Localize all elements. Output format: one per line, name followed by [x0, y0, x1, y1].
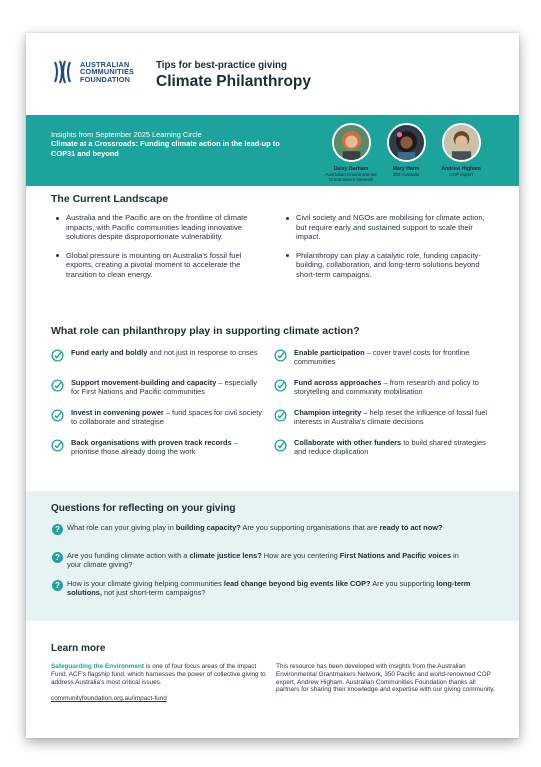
question-text: Are you supporting organisations that are: [240, 523, 380, 532]
check-circle-icon: [51, 439, 64, 452]
roles-title: What role can philanthropy play in supporting climate action?: [51, 325, 360, 337]
acf-logo: [52, 60, 134, 84]
role-text: and not just in response to crises: [147, 348, 258, 357]
list-item: Australia and the Pacific are on the frontline of climate impacts, with Pacific communities leading innovative solutions despite disproportionate vulnerability.: [54, 213, 262, 242]
role-item: [274, 438, 489, 456]
role-item: [51, 378, 266, 396]
role-text: – help reset the influence of fossil fuel interests in Australia's climate decisions: [294, 408, 488, 427]
learn-more-title: Learn more: [51, 643, 106, 654]
check-circle-icon: [274, 409, 287, 422]
role-text: – cover travel costs for frontline communities: [294, 348, 470, 367]
question-icon: ?: [52, 552, 63, 563]
question-item: [52, 523, 472, 532]
question-bold: long-term solutions,: [67, 579, 471, 598]
acf-logo-icon: [52, 60, 74, 84]
speaker-role: 350 Australia: [392, 172, 420, 177]
check-circle-icon: [51, 349, 64, 362]
document-page: [26, 33, 519, 738]
role-bold: Champion integrity: [294, 408, 362, 417]
question-bold: ready to act now?: [379, 523, 443, 532]
avatar: [332, 123, 371, 162]
speaker-andrew: [426, 123, 496, 177]
logo-line-1: AUSTRALIAN: [80, 59, 130, 69]
question-bold: First Nations and Pacific voices: [339, 551, 452, 560]
question-text: What role can your giving play in: [67, 523, 176, 532]
check-circle-icon: [274, 379, 287, 392]
header: [26, 33, 519, 115]
role-text: – fund spaces for civil society to collaborate and strategise: [71, 408, 262, 427]
role-bold: Collaborate with other funders: [294, 438, 402, 447]
role-item: [51, 348, 266, 357]
check-circle-icon: [274, 349, 287, 362]
questions-title: Questions for reflecting on your giving: [51, 503, 236, 514]
speaker-role-2: Grantmakers Network: [328, 177, 374, 183]
question-bold: lead change beyond big events like COP?: [223, 579, 371, 588]
band-heading: Climate at a Crossroads: Funding climate action in the lead-up to COP31 and beyond: [51, 139, 280, 158]
speaker-role: Australian Environmental: [325, 172, 377, 177]
role-item: [274, 348, 489, 366]
question-text: Are you funding climate action with a: [67, 551, 190, 560]
question-item: [52, 551, 472, 570]
role-text: – prioritise those already doing the work: [71, 438, 238, 457]
page-subtitle: Tips for best-practice giving: [156, 60, 288, 71]
role-item: [274, 378, 489, 396]
role-bold: Enable participation: [294, 348, 365, 357]
logo-line-2: COMMUNITIES: [80, 67, 135, 77]
question-bold: building capacity?: [175, 523, 241, 532]
landscape-right-list: [284, 213, 496, 289]
check-circle-icon: [274, 439, 287, 452]
role-bold: Fund early and boldly: [71, 348, 148, 357]
question-text: not just short-term campaigns?: [101, 588, 206, 598]
check-circle-icon: [51, 379, 64, 392]
question-icon: ?: [52, 524, 63, 535]
role-bold: Support movement-building and capacity: [71, 378, 217, 387]
logo-line-3: FOUNDATION: [80, 74, 131, 84]
check-circle-icon: [51, 409, 64, 422]
question-text: How are you centering: [261, 551, 340, 560]
list-item: Global pressure is mounting on Australia's fossil fuel exports, creating a pivotal moment to accelerate the transition to clean energy.: [54, 251, 262, 280]
list-item: Civil society and NGOs are mobilising for climate action, but require early and sustained support to scale their impact.: [284, 213, 496, 242]
role-text: to build shared strategies and reduce duplication: [294, 438, 486, 457]
question-icon: ?: [52, 580, 63, 591]
question-text: Are you supporting: [370, 579, 437, 588]
learn-more-right: This resource has been developed with insights from the Australian Environmental Grantmakers Network, 350 Pacific and world-renowned COP expert, Andrew Higham. Australian Communities Foundation thanks all partners for sharing their knowledge and expertise with our giving community.: [276, 663, 495, 694]
role-item: [274, 408, 489, 426]
question-text: in your climate giving?: [67, 551, 459, 570]
question-text: How is your climate giving helping communities: [67, 579, 224, 588]
speaker-name: Daisy Barham: [333, 166, 369, 172]
impact-fund-link[interactable]: communityfoundation.org.au/impact-fund: [51, 695, 167, 703]
speaker-name: Andrew Higham: [441, 166, 481, 172]
role-item: [51, 408, 266, 426]
avatar: [442, 123, 481, 162]
speaker-name: Mary Harm: [392, 166, 420, 172]
impact-fund-bold: Safeguarding the Environment: [51, 663, 145, 670]
avatar: [387, 123, 426, 162]
role-text: – from research and policy to storytelling and community mobilisation: [294, 378, 479, 397]
question-item: [52, 579, 472, 598]
landscape-left-list: [54, 213, 262, 289]
role-text: – especially for First Nations and Pacific communities: [71, 378, 258, 397]
question-bold: climate justice lens?: [189, 551, 262, 560]
page-title: Climate Philanthropy: [156, 73, 312, 90]
speaker-role: COP expert: [449, 172, 473, 177]
role-item: [51, 438, 266, 456]
role-bold: Fund across approaches: [294, 378, 382, 387]
learn-more-left: [51, 663, 269, 703]
list-item: Philanthropy can play a catalytic role, funding capacity-building, collaboration, and long-term solutions beyond short-term campaigns.: [284, 251, 496, 280]
band-intro: Insights from September 2025 Learning Circle: [51, 130, 202, 139]
landscape-title: The Current Landscape: [51, 193, 169, 205]
learn-more-text: is one of four focus areas of the Impact Fund, ACF's flagship fund, which harnesses the power of collective giving to address Australia's most critical issues.: [51, 663, 266, 686]
role-bold: Invest in convening power: [71, 408, 164, 417]
role-bold: Back organisations with proven track records: [71, 438, 232, 447]
